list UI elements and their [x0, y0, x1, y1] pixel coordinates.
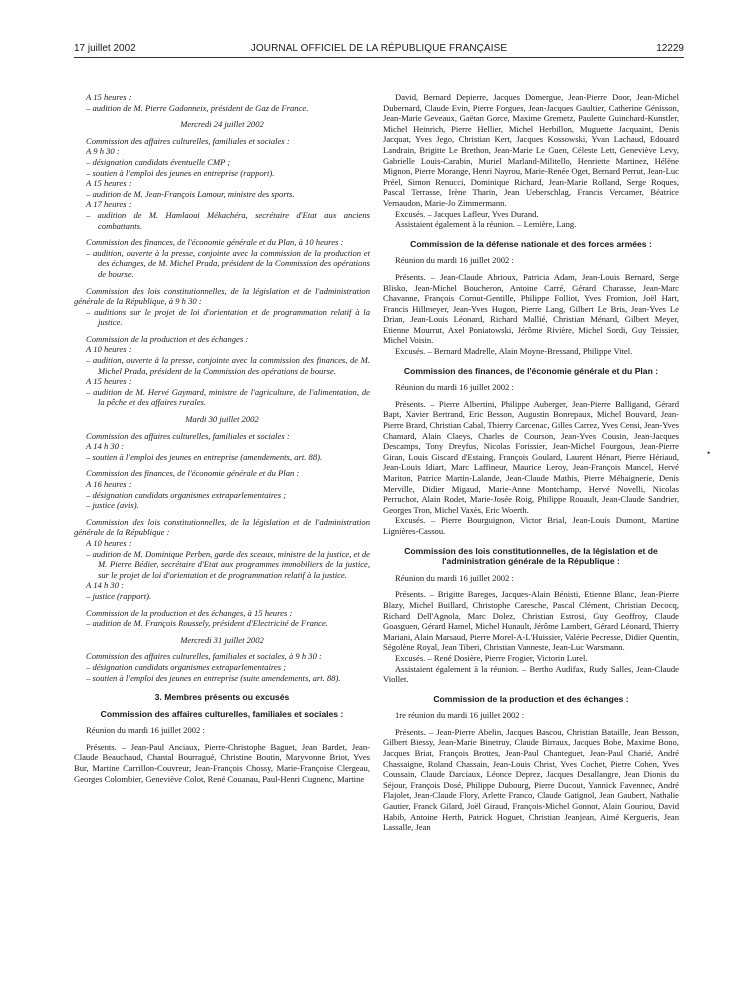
text-paragraph: Excusés. – Jacques Lafleur, Yves Durand. [395, 208, 539, 219]
text-paragraph: Commission de la production et des échanges, à 15 heures : [86, 607, 293, 618]
section-heading: Commission des affaires culturelles, familiales et sociales : [100, 708, 344, 719]
agenda-item: – audition de M. Dominique Perben, garde des sceaux, ministre de la justice, et de M. Pierre Bédier, secrétaire d'Etat aux programmes immobiliers de la justice, sur le projet de loi d'orientation et de programmation relatif à la justice. [86, 548, 370, 580]
text-paragraph: Présents. – Jean-Paul Anciaux, Pierre-Christophe Baguet, Jean Bardet, Jean-Claude Beauchaud, Chantal Bourragué, Christine Boutin, Maryvonne Briot, Yves Bur, Martine Carrillon-Couvreur, Jean-François Chossy, Marie-Françoise Clergeau, Georges Colombier, Geneviève Colot, René Couanau, Paul-Henri Cugnenc, Martine [74, 741, 370, 784]
agenda-item: – audition, ouverte à la presse, conjointe avec la commission des finances, de M. Michel Prada, président de la Commission des opérations de bourse. [86, 355, 370, 376]
agenda-item: – audition de M. Hamlaoui Mékachéra, secrétaire d'Etat aux anciens combattants. [86, 209, 370, 231]
section-heading: Commission de la défense nationale et des forces armées : [410, 238, 652, 249]
issue-date: 17 juillet 2002 [74, 43, 136, 54]
text-paragraph: Commission des lois constitutionnelles, de la législation et de l'administration générale de la République : [74, 516, 370, 538]
agenda-item: – soutien à l'emploi des jeunes en entreprise (amendements, art. 88). [86, 451, 323, 462]
spacer [383, 230, 679, 239]
date-heading: Mercredi 31 juillet 2002 [180, 634, 264, 645]
text-paragraph: Commission des finances, de l'économie générale et du Plan : [86, 468, 300, 479]
agenda-item: – audition de M. Hervé Gaymard, ministre de l'agriculture, de l'alimentation, de la pêche et des affaires rurales. [86, 386, 370, 408]
time-label: A 15 heures : [86, 92, 132, 102]
text-paragraph: Commission des lois constitutionnelles, de la législation et de l'administration générale de la République, à 9 h 30 : [74, 285, 370, 307]
text-paragraph: Assistaient également à la réunion. – Bertho Audifax, Rudy Salles, Jean-Claude Viollet. [383, 663, 679, 685]
agenda-item: – désignation candidats éventuelle CMP ; [86, 156, 231, 167]
section-heading: Commission de la production et des échanges : [433, 693, 629, 704]
section-heading: 3. Membres présents ou excusés [154, 692, 290, 703]
time-label: A 14 h 30 : [86, 441, 125, 452]
time-label: A 16 heures : [86, 479, 132, 489]
text-paragraph: Commission des finances, de l'économie générale et du Plan, à 10 heures : [86, 237, 344, 248]
time-label: A 10 heures : [86, 537, 132, 548]
time-label: A 17 heures : [86, 199, 132, 210]
spacer [74, 683, 370, 692]
agenda-item: – soutien à l'emploi des jeunes en entreprise (suite amendements, art. 88). [86, 672, 341, 683]
text-paragraph: Excusés. – René Dosière, Pierre Frogier, Victorin Lurel. [395, 652, 588, 663]
time-label: A 10 heures : [86, 344, 132, 355]
agenda-item: – audition de M. Pierre Gadonneix, président de Gaz de France. [86, 102, 309, 113]
right-column [383, 92, 679, 833]
agenda-item: – justice (rapport). [86, 590, 152, 601]
text-paragraph: Commission des affaires culturelles, familiales et sociales, à 9 h 30 : [86, 651, 322, 662]
text-paragraph: Commission des affaires culturelles, familiales et sociales : [86, 430, 290, 441]
time-label: A 15 heures : [86, 376, 132, 387]
text-paragraph: Commission de la production et des échanges : [86, 333, 249, 344]
date-heading: Mardi 30 juillet 2002 [185, 414, 259, 425]
section-heading: Commission des lois constitutionnelles, de la législation et de l'administration générale de la République : [404, 545, 658, 567]
agenda-item: – audition de M. Jean-François Lamour, ministre des sports. [86, 188, 295, 199]
text-paragraph: Réunion du mardi 16 juillet 2002 : [86, 725, 205, 736]
agenda-item: – justice (avis). [86, 500, 139, 511]
left-column [74, 92, 370, 784]
time-label: A 15 heures : [86, 178, 132, 189]
agenda-item: – auditions sur le projet de loi d'orientation et de programmation relatif à la justice. [86, 306, 370, 328]
margin-mark: • [707, 448, 711, 458]
agenda-item: – désignation candidats organismes extraparlementaires ; [86, 661, 287, 672]
spacer [383, 537, 679, 546]
header-rule [74, 57, 684, 58]
text-paragraph: Présents. – Pierre Albertini, Philippe Auberger, Jean-Pierre Balligand, Gérard Bapt, Xavier Bertrand, Eric Besson, Augustin Bonrepaux, Michel Bouvard, Jean-Pierre Brard, Christian Cabal, Thierry Carcenac, Gilles Carrez, Yves Censi, Jean-Yves Chamard, Alain Claeys, Charles de Courson, Jean-Yves Cousin, Jean-Jacques Descamps, Tony Dreyfus, Nicolas Forissier, Jean-Michel Fourgous, Jean-Pierre Giran, Louis Giscard d'Estaing, François Goulard, Laurent Hénart, Pierre Hériaud, Jean-Louis Idiart, Marc Laffineur, Maurice Leroy, Jean-François Mancel, Hervé Mariton, Patrice Martin-Lalande, Jean-Claude Mathis, Pierre Méhaignerie, Denis Merville, Didier Migaud, Marie-Anne Montchamp, Hervé Novelli, Nicolas Perruchot, Alain Rodet, Marie-Josée Roig, Philippe Rouault, Jean-Claude Sandrier, Georges Tron, Michel Vaxès, Eric Woerth. [383, 398, 679, 515]
text-paragraph: Présents. – Jean-Pierre Abelin, Jacques Bascou, Christian Bataille, Jean Besson, Gilbert Biessy, Jean-Marie Binetruy, Claude Birraux, Jacques Bobe, Maxime Bono, Jacques Briat, François Brottes, Jean-Paul Chanteguet, Jean-Paul Charié, André Chassaigne, Roland Chassain, Jean-Louis Christ, Yves Cochet, Pierre Cohen, Yves Coussain, Claude Darciaux, Léonce Deprez, Jacques Desallangre, Jean Dionis du Séjour, François Dosé, Philippe Dubourg, Pierre Ducout, Yannick Favennec, André Flajolet, Jean-Claude Flory, Arlette Franco, Claude Gatignol, Jean Gaubert, Nathalie Gautier, Franck Gilard, Joël Giraud, François-Michel Gonnot, Alain Gouriou, David Habib, Antoine Herth, Patrick Hoguet, Christian Jeanjean, Aimé Kergueris, Jean Lassalle, Jean [383, 726, 679, 833]
text-paragraph: Commission des affaires culturelles, familiales et sociales : [86, 135, 290, 146]
time-label: A 9 h 30 : [86, 146, 120, 157]
text-paragraph: Excusés. – Pierre Bourguignon, Victor Brial, Jean-Louis Dumont, Martine Lignières-Cassou. [383, 515, 679, 536]
agenda-item: – audition de M. François Roussely, président d'Electricité de France. [86, 618, 328, 629]
agenda-item: – audition, ouverte à la presse, conjointe avec la commission de la production et des échanges, de M. Michel Prada, président de la Commission des opérations de bourse. [86, 247, 370, 279]
text-paragraph: Réunion du mardi 16 juillet 2002 : [395, 572, 514, 583]
journal-title: JOURNAL OFFICIEL DE LA RÉPUBLIQUE FRANÇAISE [250, 43, 508, 54]
text-paragraph: Présents. – Brigitte Bareges, Jacques-Alain Bénisti, Etienne Blanc, Jean-Pierre Blazy, Michel Buillard, Christophe Caresche, Pascal Clément, Christian Decocq, Richard Dell'Agnola, Marc Dolez, Christian Estrosi, Guy Geoffroy, Claude Goasguen, Gérard Hamel, Michel Hunault, Jérôme Lambert, Gérard Léonard, Thierry Mariani, Alain Marsaud, Pierre Morel-A-L'Huissier, Valérie Pecresse, Didier Quentin, Ségolène Royal, Jean Tiberi, Christian Vanneste, Jean-Luc Warsmann. [383, 589, 679, 653]
agenda-item: – soutien à l'emploi des jeunes en entreprise (rapport). [86, 167, 275, 178]
text-paragraph: Réunion du mardi 16 juillet 2002 : [395, 255, 514, 266]
text-paragraph: Présents. – Jean-Claude Abrioux, Patricia Adam, Jean-Louis Bernard, Serge Blisko, Jean-Michel Boucheron, Antoine Carré, Gérard Charasse, Jean-Marc Chavanne, François Cornut-Gentille, Philippe Folliot, Yves Fromion, Joël Hart, Francis Hillmeyer, Jean-Yves Hugon, Pierre Lang, Gilbert Le Bris, Jean-Yves Le Drian, Jean-Louis Léonard, Richard Mallié, Christian Ménard, Gilbert Meyer, Etienne Mourrut, Axel Poniatowski, Jérôme Rivière, Michel Sordi, Guy Teissier, Michel Voisin. [383, 271, 679, 346]
spacer [383, 685, 679, 694]
text-paragraph: Assistaient également à la réunion. – Lemière, Lang. [395, 219, 577, 230]
time-label: A 14 h 30 : [86, 580, 125, 591]
text-paragraph: 1re réunion du mardi 16 juillet 2002 : [395, 710, 525, 721]
text-paragraph: David, Bernard Depierre, Jacques Domergue, Jean-Pierre Door, Jean-Michel Dubernard, Claude Evin, Pierre Forgues, Jean-Jacques Gaultier, Catherine Génisson, Jean-Marie Geveaux, Gaëtan Gorce, Maxime Gremetz, Paulette Guinchard-Kunstler, Michel Heinrich, Pierre Hellier, Michel Herbillon, Muguette Jacquaint, Denis Jacquat, Yves Jego, Christian Kert, Jacques Kossowski, Yvan Lachaud, Edouard Landrain, Brigitte Le Brethon, Jean-Marie Le Guen, Céleste Lett, Geneviève Levy, Gabrielle Louis-Carabin, Muriel Marland-Militello, Henriette Martinez, Hélène Mignon, Pierre Morange, Henri Nayrou, Marie-Renée Oget, Bernard Perrut, Jean-Luc Préel, Simon Renucci, Dominique Richard, Jean-Marie Rolland, Serge Roques, Pascal Terrasse, Irène Tharin, Jean Ueberschlag, Francis Vercamer, Béatrice Vernaudon, Marie-Jo Zimmermann. [383, 92, 679, 208]
page-number: 12229 [656, 43, 684, 54]
text-paragraph: Excusés. – Bernard Madrelle, Alain Moyne-Bressand, Philippe Vitel. [395, 346, 633, 357]
text-paragraph: Réunion du mardi 16 juillet 2002 : [395, 382, 514, 393]
date-heading: Mercredi 24 juillet 2002 [180, 119, 264, 130]
spacer [383, 357, 679, 366]
agenda-item: – désignation candidats organismes extraparlementaires ; [86, 489, 287, 500]
section-heading: Commission des finances, de l'économie générale et du Plan : [403, 365, 659, 376]
